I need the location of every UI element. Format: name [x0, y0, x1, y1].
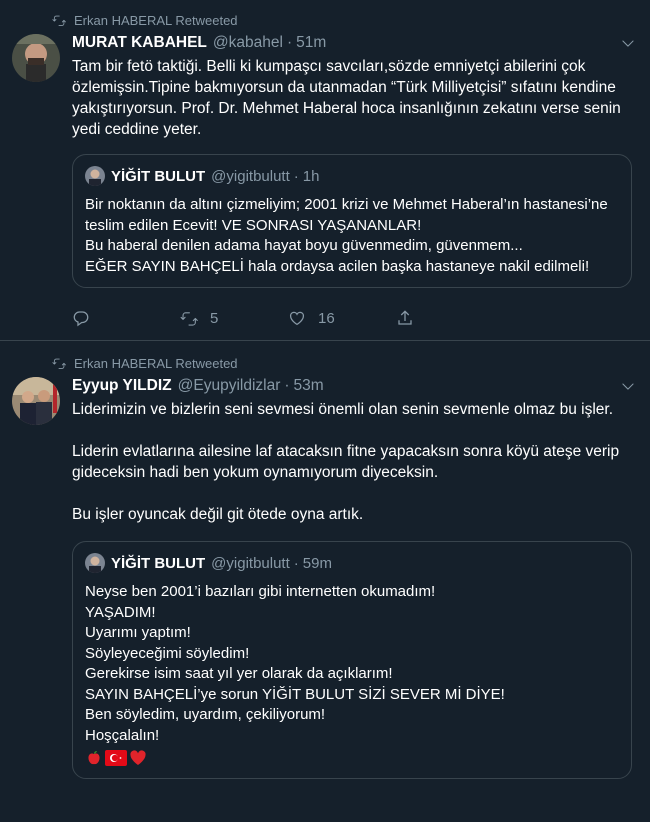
tweet[interactable]: [0, 0, 650, 341]
chevron-down-icon[interactable]: [620, 35, 636, 51]
author-name[interactable]: Eyyup YILDIZ: [72, 377, 172, 394]
turkey-flag-icon: [105, 750, 127, 766]
reply-icon: [72, 309, 90, 327]
author-handle[interactable]: @kabahel: [212, 34, 283, 51]
retweet-context: [0, 351, 636, 375]
retweet-count: 5: [210, 309, 219, 327]
heart-icon: [288, 309, 306, 327]
retweet-icon: [52, 13, 66, 27]
author-handle[interactable]: @Eyupyildizlar: [177, 377, 281, 394]
retweet-icon: [180, 309, 198, 327]
retweet-context: [0, 8, 636, 32]
quoted-author-name: YİĞİT BULUT: [111, 554, 206, 572]
share-icon: [396, 309, 414, 327]
tweet-actions: [72, 296, 636, 340]
quoted-tweet[interactable]: [72, 541, 632, 779]
tweet-text: Liderimizin ve bizlerin seni sevmesi önemli olan senin sevmenle olmaz bu işler. Liderin evlatlarına ailesine laf atacaksın fitne yapacaksın sonra köyü ateşe verip gideceksin hadi ben yokum oynamıyorum diyeceksin. Bu işler oyuncak değil git ötede oyna artık.: [72, 401, 620, 523]
reply-button[interactable]: [72, 309, 180, 327]
separator-dot: ·: [293, 554, 299, 572]
quoted-author-handle: @yigitbulutt: [211, 167, 290, 185]
retweet-icon: [52, 356, 66, 370]
quoted-avatar: [85, 166, 105, 186]
tweet[interactable]: [0, 341, 650, 779]
share-button[interactable]: [396, 309, 504, 327]
emoji-row: [85, 748, 619, 768]
quoted-text: Neyse ben 2001’i bazıları gibi internetten okumadım! YAŞADIM! Uyarımı yaptım! Söyleyeceğimi söyledim! Gerekirse isim saat yıl yer olarak da açıklarım! SAYIN BAHÇELİ’ye sorun YİĞİT BULUT SİZİ SEVER Mİ DİYE! Ben söyledim, uyardım, çekiliyorum! Hoşçalalın!: [85, 583, 505, 744]
retweet-label: Erkan HABERAL Retweeted: [74, 355, 238, 371]
retweet-label: Erkan HABERAL Retweeted: [74, 12, 238, 28]
quoted-author-name: YİĞİT BULUT: [111, 167, 206, 185]
avatar[interactable]: [12, 34, 60, 82]
quoted-author-handle: @yigitbulutt: [211, 554, 290, 572]
chevron-down-icon[interactable]: [620, 378, 636, 394]
tweet-timestamp[interactable]: 51m: [296, 34, 327, 51]
like-count: 16: [318, 309, 335, 327]
separator-dot: ·: [284, 377, 290, 394]
quoted-timestamp: 59m: [302, 554, 332, 572]
quoted-timestamp: 1h: [302, 167, 320, 185]
quoted-text: Bir noktanın da altını çizmeliyim; 2001 krizi ve Mehmet Haberal’ın hastanesi’ne teslim edilen Ecevit! VE SONRASI YAŞANANLAR! Bu haberal denilen adama hayat boyu güvenmedim, güvenmem... EĞER SAYIN BAHÇELİ hala ordaysa acilen başka hastaneye nakil edilmeli!: [85, 196, 608, 275]
tweet-timestamp[interactable]: 53m: [293, 377, 324, 394]
separator-dot: ·: [286, 34, 293, 51]
apple-emoji-icon: [85, 749, 103, 767]
separator-dot: ·: [293, 167, 299, 185]
quoted-avatar: [85, 553, 105, 573]
quoted-tweet[interactable]: [72, 154, 632, 288]
retweet-button[interactable]: [180, 309, 288, 327]
author-name[interactable]: MURAT KABAHEL: [72, 34, 207, 51]
avatar[interactable]: [12, 377, 60, 425]
like-button[interactable]: [288, 309, 396, 327]
heart-emoji-icon: [129, 749, 147, 767]
tweet-text: Tam bir fetö taktiği. Belli ki kumpaşcı savcıları,sözde emniyetçi abilerini çok özlemişsin.Tipine bakmıyorsun da utanmadan “Türk Milliyetçisi” sıfatını kendine yakıştırıyorsun. Prof. Dr. Mehmet Haberal hoca insanlığının zekatını verse senin yedi ceddine yeter.: [72, 58, 626, 138]
